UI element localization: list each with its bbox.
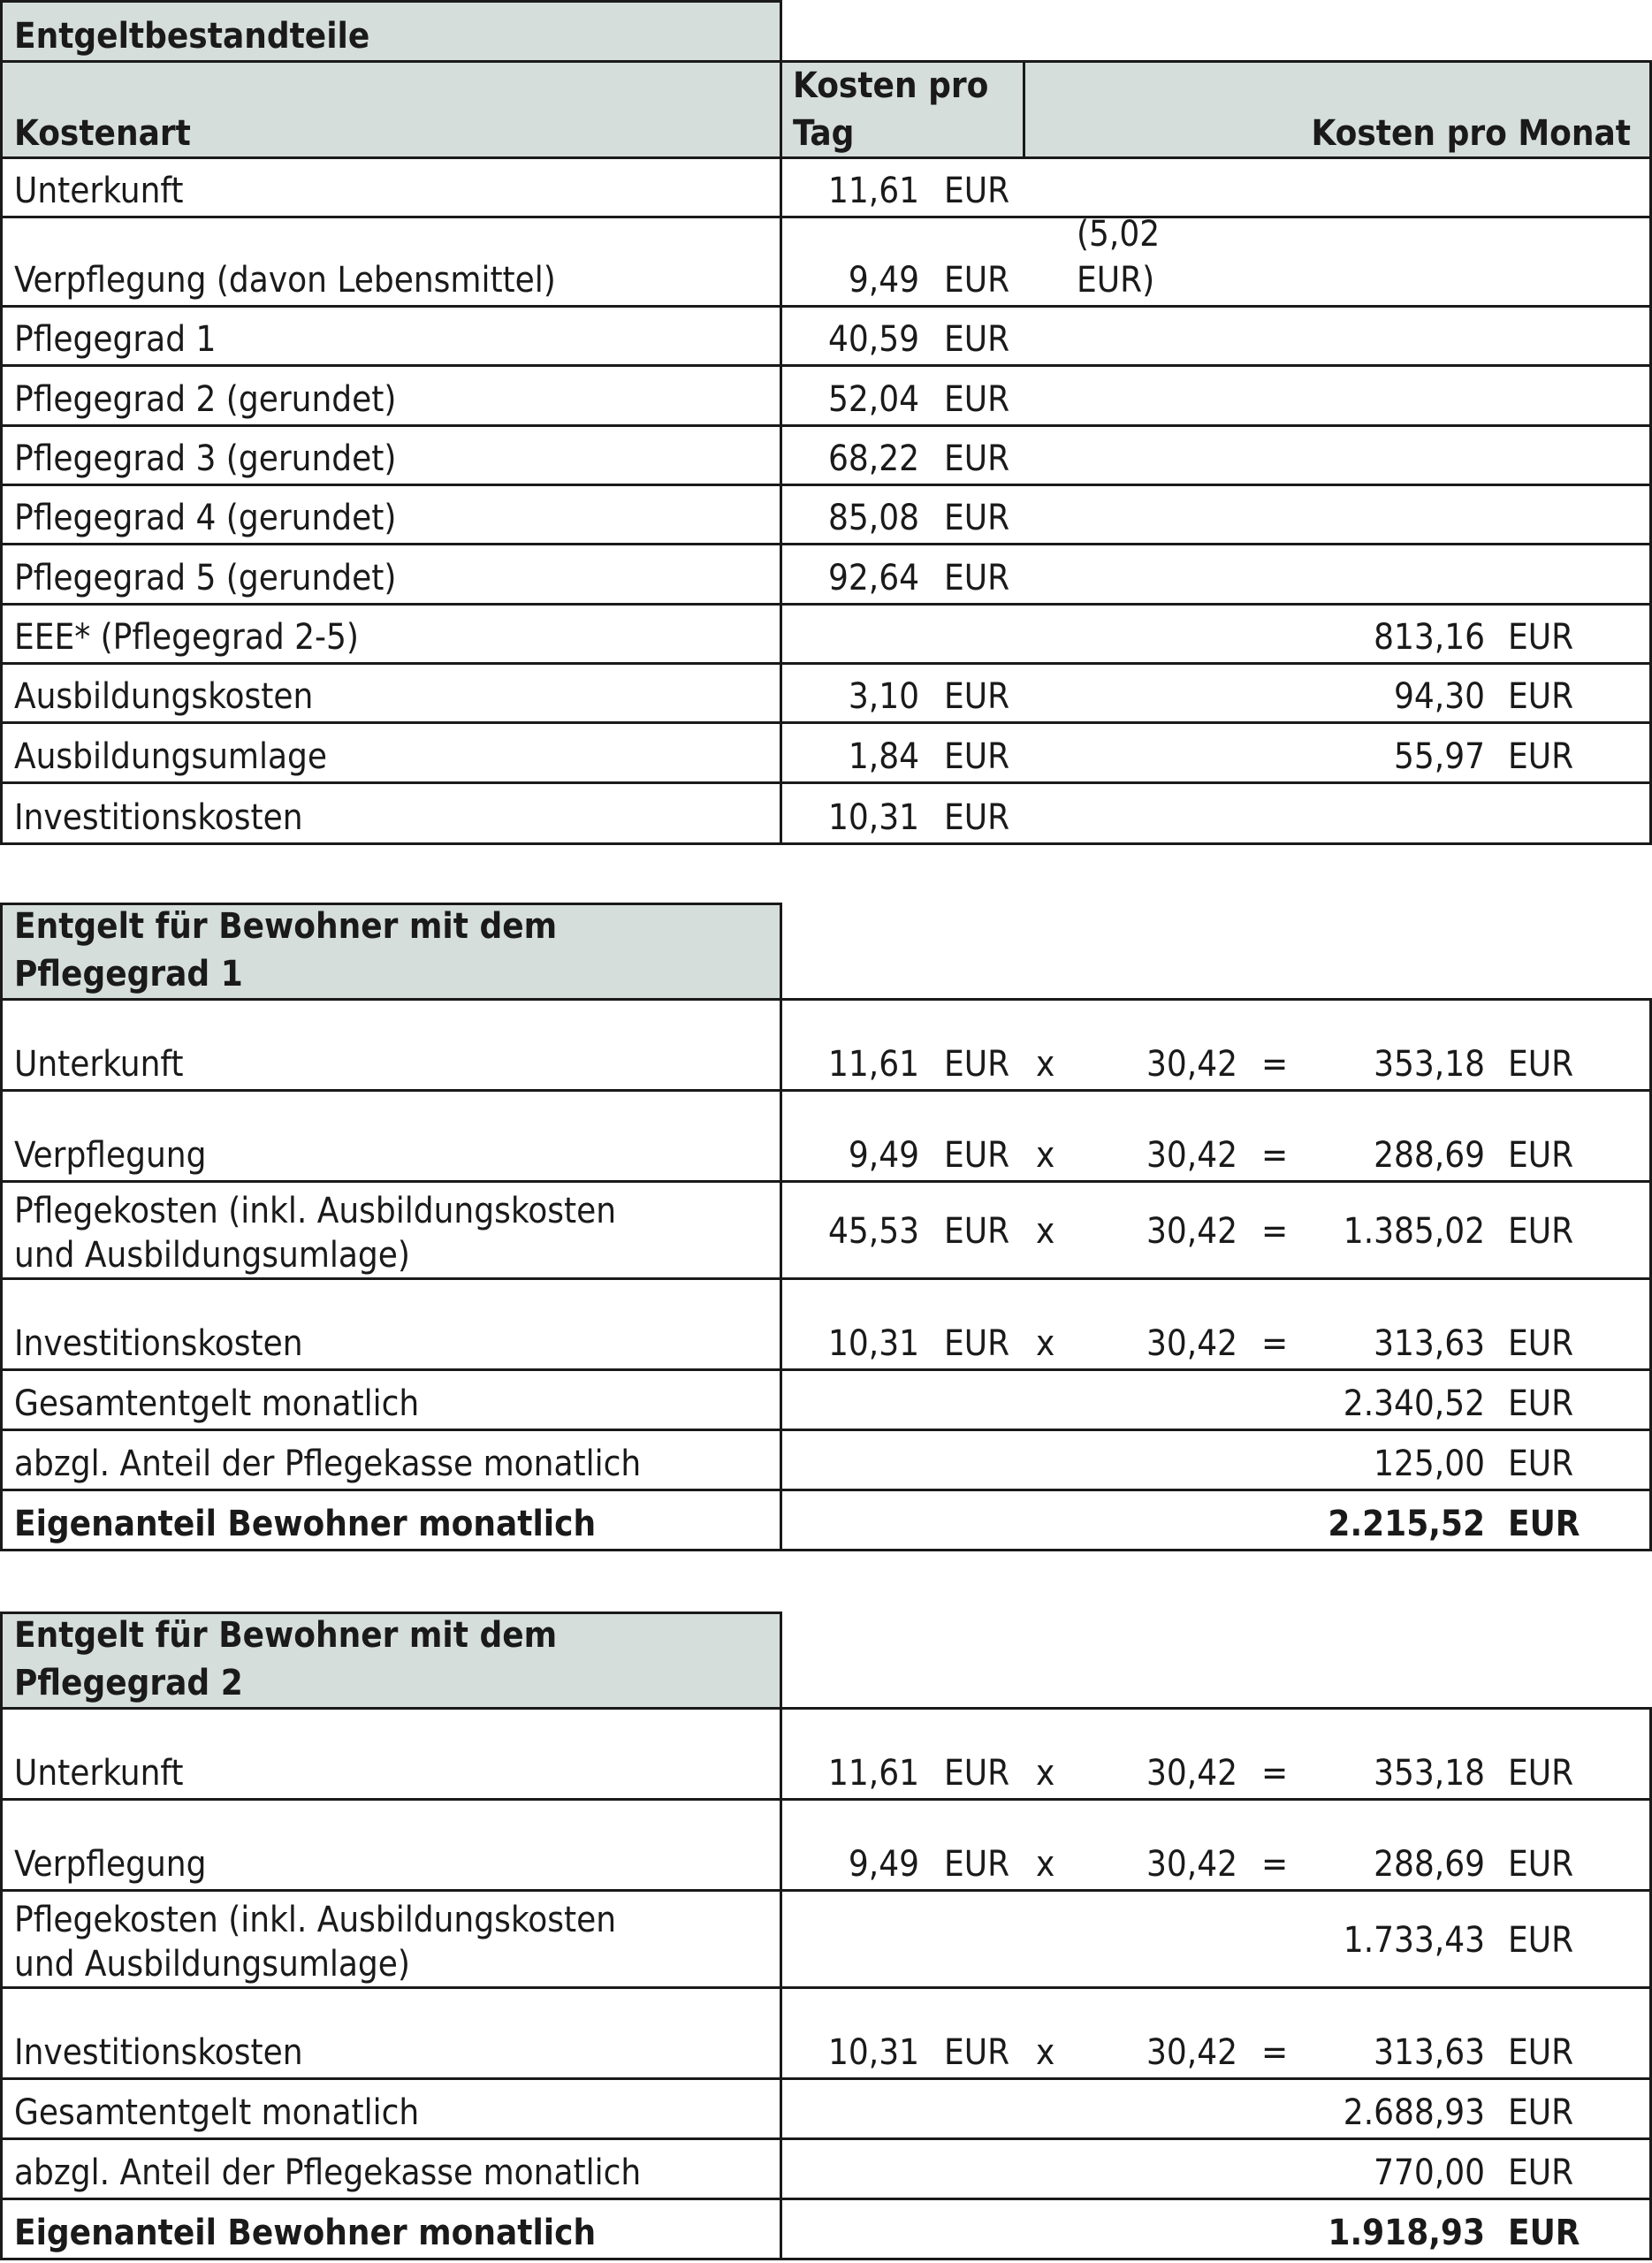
- monthly-total: 313,63: [1374, 2032, 1485, 2073]
- daily-rate-currency: EUR: [944, 1844, 1010, 1885]
- daily-rate: 9,49: [848, 1844, 919, 1885]
- monthly-total-currency: EUR: [1508, 1844, 1574, 1885]
- cost-per-day-currency: EUR: [944, 260, 1010, 301]
- monthly-total-currency: EUR: [1508, 1920, 1574, 1961]
- monthly-total: 353,18: [1374, 1044, 1485, 1085]
- table-row-label: Ausbildungsumlage: [14, 736, 328, 777]
- cost-per-day: 68,22: [828, 438, 919, 479]
- equals-sign: =: [1261, 1135, 1289, 1176]
- section2-row-line: [0, 1180, 1652, 1183]
- days-per-month: 30,42: [1146, 1044, 1237, 1085]
- equals-sign: =: [1261, 1753, 1289, 1794]
- table-row-label: EEE* (Pflegegrad 2-5): [14, 617, 359, 658]
- summary-label: abzgl. Anteil der Pflegekasse monatlich: [14, 2153, 642, 2193]
- table-row-label: Pflegegrad 4 (gerundet): [14, 498, 397, 538]
- cost-per-month: 55,97: [1394, 736, 1485, 777]
- section3-row-line: [0, 2077, 1652, 2080]
- table-row-label: Investitionskosten: [14, 797, 303, 838]
- section1-row-line: [0, 543, 1652, 545]
- cost-per-month: 813,16: [1374, 617, 1485, 658]
- cost-per-month: 94,30: [1394, 676, 1485, 717]
- equals-sign: =: [1261, 1044, 1289, 1085]
- header-kostenart: Kostenart: [14, 113, 191, 154]
- cost-per-day: 92,64: [828, 558, 919, 598]
- section3-title-2: Pflegegrad 2: [14, 1663, 243, 1703]
- daily-rate-currency: EUR: [944, 2032, 1010, 2073]
- section3-row-line: [0, 1889, 1652, 1892]
- section1-row-line: [0, 662, 1652, 665]
- summary-total-currency: EUR: [1508, 1383, 1574, 1424]
- multiply-sign: x: [1036, 1044, 1055, 1085]
- summary-label: Gesamtentgelt monatlich: [14, 2092, 420, 2133]
- multiply-sign: x: [1036, 1844, 1055, 1885]
- section2-row-line: [0, 1277, 1652, 1280]
- monthly-total: 313,63: [1374, 1323, 1485, 1364]
- summary-total: 2.340,52: [1343, 1383, 1485, 1424]
- monthly-total: 1.385,02: [1343, 1211, 1485, 1252]
- header-kosten-monat: Kosten pro Monat: [1311, 113, 1631, 154]
- summary-label: Eigenanteil Bewohner monatlich: [14, 2213, 597, 2253]
- summary-label: Eigenanteil Bewohner monatlich: [14, 1504, 597, 1544]
- equals-sign: =: [1261, 1323, 1289, 1364]
- cost-per-day-currency: EUR: [944, 171, 1010, 211]
- monthly-total-currency: EUR: [1508, 1135, 1574, 1176]
- section2-title-2: Pflegegrad 1: [14, 954, 243, 994]
- section3-row-line: [0, 2198, 1652, 2200]
- monthly-total-currency: EUR: [1508, 1211, 1574, 1252]
- summary-total: 125,00: [1374, 1444, 1485, 1484]
- summary-total-currency: EUR: [1508, 2213, 1580, 2253]
- summary-total: 1.918,93: [1328, 2213, 1485, 2253]
- summary-total: 770,00: [1374, 2153, 1485, 2193]
- section1-row-line: [0, 424, 1652, 427]
- section2-title-1: Entgelt für Bewohner mit dem: [14, 906, 558, 947]
- cost-per-month-currency: EUR: [1508, 736, 1574, 777]
- section1-row-line: [0, 484, 1652, 486]
- monthly-total: 1.733,43: [1343, 1920, 1485, 1961]
- multiply-sign: x: [1036, 1211, 1055, 1252]
- cost-per-day: 1,84: [848, 736, 919, 777]
- monthly-total-currency: EUR: [1508, 1753, 1574, 1794]
- multiply-sign: x: [1036, 1323, 1055, 1364]
- cost-per-day: 9,49: [848, 260, 919, 301]
- table-row-label: Investitionskosten: [14, 1323, 303, 1364]
- table-row-label: Ausbildungskosten: [14, 676, 314, 717]
- monthly-total-currency: EUR: [1508, 1044, 1574, 1085]
- cost-per-day-currency: EUR: [944, 498, 1010, 538]
- summary-total-currency: EUR: [1508, 1504, 1580, 1544]
- cost-per-day-currency: EUR: [944, 438, 1010, 479]
- multiply-sign: x: [1036, 1753, 1055, 1794]
- table-row-label: Verpflegung: [14, 1844, 207, 1885]
- cost-per-month-currency: EUR: [1508, 676, 1574, 717]
- table-row-label: Pflegegrad 1: [14, 319, 217, 360]
- multiply-sign: x: [1036, 2032, 1055, 2073]
- daily-rate: 10,31: [828, 2032, 919, 2073]
- section3-row-line: [0, 1798, 1652, 1801]
- cost-per-month-currency: EUR: [1508, 617, 1574, 658]
- section1-header-divider-2: [1023, 60, 1025, 159]
- summary-total-currency: EUR: [1508, 2092, 1574, 2133]
- cost-per-day: 40,59: [828, 319, 919, 360]
- summary-total: 2.215,52: [1328, 1504, 1485, 1544]
- cost-per-day: 85,08: [828, 498, 919, 538]
- days-per-month: 30,42: [1146, 1211, 1237, 1252]
- table-row-label: Pflegekosten (inkl. Ausbildungskosten: [14, 1900, 617, 1940]
- monthly-total-currency: EUR: [1508, 1323, 1574, 1364]
- table-row-label: und Ausbildungsumlage): [14, 1235, 410, 1276]
- table-row-label: Pflegekosten (inkl. Ausbildungskosten: [14, 1191, 617, 1231]
- cost-per-day: 10,31: [828, 797, 919, 838]
- daily-rate-currency: EUR: [944, 1211, 1010, 1252]
- cost-per-day: 52,04: [828, 379, 919, 420]
- monthly-total-currency: EUR: [1508, 2032, 1574, 2073]
- table-row-label: Verpflegung: [14, 1135, 207, 1176]
- cost-per-day-currency: EUR: [944, 797, 1010, 838]
- days-per-month: 30,42: [1146, 1844, 1237, 1885]
- section3-row-line: [0, 1986, 1652, 1989]
- section3-title-1: Entgelt für Bewohner mit dem: [14, 1615, 558, 1656]
- table-row-label: und Ausbildungsumlage): [14, 1944, 410, 1985]
- section1-title: Entgeltbestandteile: [14, 16, 370, 57]
- daily-rate-currency: EUR: [944, 1044, 1010, 1085]
- table-row-label: Pflegegrad 3 (gerundet): [14, 438, 397, 479]
- table-row-label: Unterkunft: [14, 1044, 184, 1085]
- table-row-label: Investitionskosten: [14, 2032, 303, 2073]
- cost-per-day-currency: EUR: [944, 736, 1010, 777]
- cost-per-day-currency: EUR: [944, 319, 1010, 360]
- section3-row-line: [0, 2137, 1652, 2140]
- section1-row-line: [0, 603, 1652, 606]
- days-per-month: 30,42: [1146, 1135, 1237, 1176]
- section1-row-line: [0, 216, 1652, 218]
- section2-row-line: [0, 1489, 1652, 1491]
- section2-row-line: [0, 1089, 1652, 1092]
- daily-rate: 45,53: [828, 1211, 919, 1252]
- days-per-month: 30,42: [1146, 1753, 1237, 1794]
- daily-rate-currency: EUR: [944, 1135, 1010, 1176]
- section1-row-line: [0, 305, 1652, 308]
- equals-sign: =: [1261, 1211, 1289, 1252]
- table-row-label: Pflegegrad 2 (gerundet): [14, 379, 397, 420]
- days-per-month: 30,42: [1146, 1323, 1237, 1364]
- daily-rate-currency: EUR: [944, 1323, 1010, 1364]
- summary-label: Gesamtentgelt monatlich: [14, 1383, 420, 1424]
- section2-row-line: [0, 1429, 1652, 1431]
- section1-row-line: [0, 364, 1652, 367]
- section1-row-line: [0, 721, 1652, 724]
- table-row-label: Unterkunft: [14, 171, 184, 211]
- equals-sign: =: [1261, 1844, 1289, 1885]
- header-kosten-tag-1: Kosten pro: [793, 65, 989, 106]
- cost-per-day: 11,61: [828, 171, 919, 211]
- table-row-label: Verpflegung (davon Lebensmittel): [14, 260, 556, 301]
- equals-sign: =: [1261, 2032, 1289, 2073]
- daily-rate-currency: EUR: [944, 1753, 1010, 1794]
- summary-total-currency: EUR: [1508, 1444, 1574, 1484]
- table-row-label: Pflegegrad 5 (gerundet): [14, 558, 397, 598]
- multiply-sign: x: [1036, 1135, 1055, 1176]
- summary-label: abzgl. Anteil der Pflegekasse monatlich: [14, 1444, 642, 1484]
- section1-row-line: [0, 781, 1652, 784]
- daily-rate: 11,61: [828, 1044, 919, 1085]
- monthly-total: 288,69: [1374, 1844, 1485, 1885]
- daily-rate: 11,61: [828, 1753, 919, 1794]
- days-per-month: 30,42: [1146, 2032, 1237, 2073]
- cost-per-day-currency: EUR: [944, 379, 1010, 420]
- cost-per-day-currency: EUR: [944, 676, 1010, 717]
- food-share-note-2: EUR): [1077, 260, 1155, 301]
- summary-total: 2.688,93: [1343, 2092, 1485, 2133]
- daily-rate: 10,31: [828, 1323, 919, 1364]
- daily-rate: 9,49: [848, 1135, 919, 1176]
- section1-header-divider-1: [780, 60, 782, 159]
- table-row-label: Unterkunft: [14, 1753, 184, 1794]
- food-share-note-1: (5,02: [1077, 214, 1161, 255]
- cost-per-day: 3,10: [848, 676, 919, 717]
- summary-total-currency: EUR: [1508, 2153, 1574, 2193]
- monthly-total: 288,69: [1374, 1135, 1485, 1176]
- header-kosten-tag-2: Tag: [793, 113, 855, 154]
- section2-row-line: [0, 1368, 1652, 1371]
- cost-per-day-currency: EUR: [944, 558, 1010, 598]
- monthly-total: 353,18: [1374, 1753, 1485, 1794]
